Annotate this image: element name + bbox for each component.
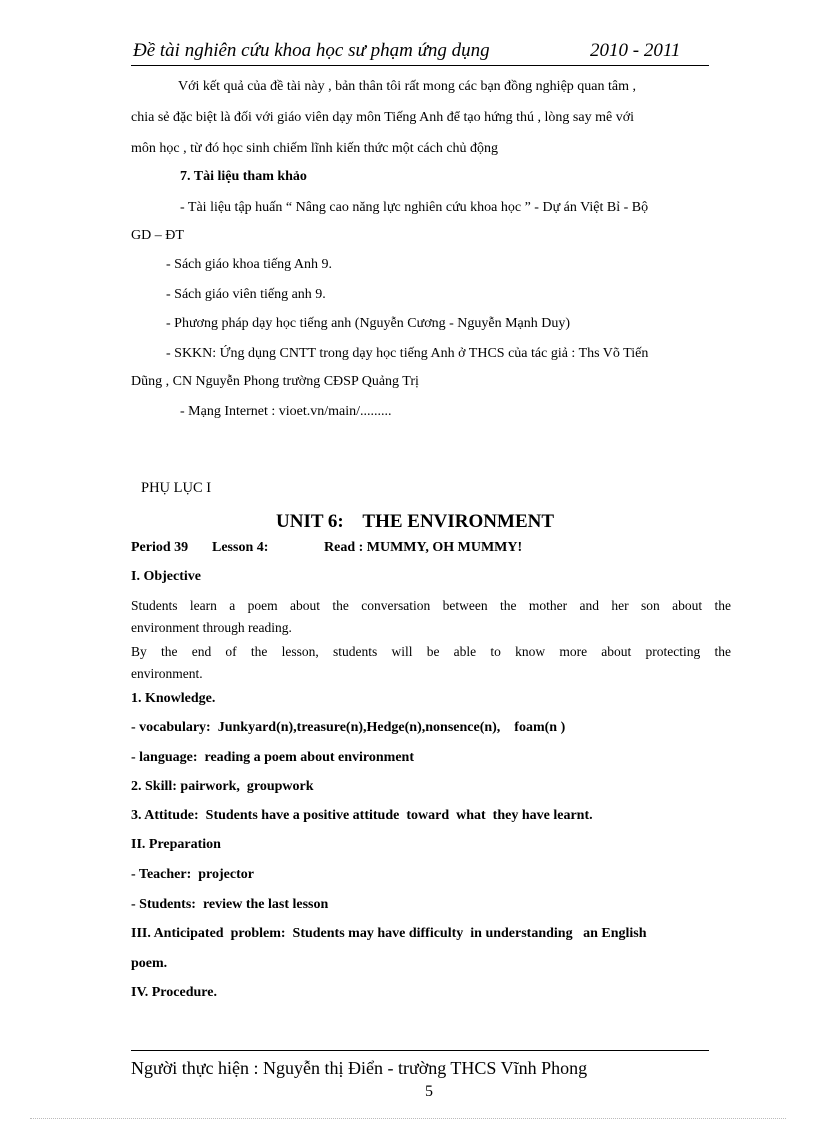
- language-line: - language: reading a poem about environment: [131, 750, 414, 765]
- vocabulary-line: - vocabulary: Junkyard(n),treasure(n),Hedge(n),nonsence(n), foam(n ): [131, 720, 566, 735]
- reference-item-2: - Sách giáo khoa tiếng Anh 9.: [166, 257, 333, 272]
- intro-line-3: môn học , từ đó học sinh chiếm lĩnh kiến thức một cách chủ động: [131, 141, 499, 156]
- appendix-label: PHỤ LỤC I: [141, 480, 212, 496]
- objective-p1-line-1: Students learn a poem about the conversation between the mother and her son about the: [131, 598, 731, 613]
- intro-line-2: chia sẻ đặc biệt là đối với giáo viên dạy môn Tiếng Anh để tạo hứng thú , lòng say mê với: [131, 110, 634, 125]
- reference-item-6: - Mạng Internet : vioet.vn/main/.........: [180, 404, 392, 419]
- preparation-heading: II. Preparation: [131, 837, 221, 852]
- header-rule: [131, 65, 709, 66]
- reference-item-5b: Dũng , CN Nguyễn Phong trường CĐSP Quảng Trị: [131, 374, 419, 389]
- header-title: Đề tài nghiên cứu khoa học sư phạm ứng dụng: [133, 40, 490, 61]
- header-year: 2010 - 2011: [590, 40, 681, 61]
- objective-p2-line-1: By the end of the lesson, students will be able to know more about protecting the: [131, 644, 731, 659]
- skill-line: 2. Skill: pairwork, groupwork: [131, 779, 314, 794]
- references-heading: 7. Tài liệu tham khảo: [180, 169, 307, 184]
- page-bottom-divider: [30, 1118, 786, 1119]
- page-number: 5: [425, 1083, 433, 1100]
- footer-author: Người thực hiện : Nguyễn thị Điển - trường THCS Vĩnh Phong: [131, 1058, 588, 1078]
- students-line: - Students: review the last lesson: [131, 897, 329, 912]
- procedure-heading: IV. Procedure.: [131, 985, 217, 1000]
- reference-item-1b: GD – ĐT: [131, 228, 184, 243]
- teacher-line: - Teacher: projector: [131, 867, 254, 882]
- knowledge-heading: 1. Knowledge.: [131, 691, 216, 706]
- objective-heading: I. Objective: [131, 569, 201, 584]
- lesson-label: Lesson 4:: [212, 540, 269, 555]
- attitude-line: 3. Attitude: Students have a positive attitude toward what they have learnt.: [131, 808, 593, 823]
- objective-p1-line-2: environment through reading.: [131, 620, 292, 635]
- reference-item-4: - Phương pháp dạy học tiếng anh (Nguyễn Cương - Nguyễn Mạnh Duy): [166, 316, 571, 331]
- anticipated-line-1: III. Anticipated problem: Students may have difficulty in understanding an English: [131, 926, 647, 941]
- reference-item-3: - Sách giáo viên tiếng anh 9.: [166, 287, 326, 302]
- footer-rule: [131, 1050, 709, 1051]
- reference-item-5a: - SKKN: Ứng dụng CNTT trong dạy học tiếng Anh ở THCS của tác giả : Ths Võ Tiến: [166, 346, 649, 361]
- intro-line-1: Với kết quả của đề tài này , bản thân tôi rất mong các bạn đồng nghiệp quan tâm ,: [178, 79, 636, 94]
- period-label: Period 39: [131, 540, 189, 555]
- read-title: Read : MUMMY, OH MUMMY!: [324, 540, 523, 555]
- unit-title: UNIT 6: THE ENVIRONMENT: [276, 511, 555, 532]
- anticipated-line-2: poem.: [131, 956, 168, 971]
- reference-item-1a: - Tài liệu tập huấn “ Nâng cao năng lực nghiên cứu khoa học ” - Dự án Việt Bỉ - Bộ: [180, 200, 649, 215]
- objective-p2-line-2: environment.: [131, 666, 203, 681]
